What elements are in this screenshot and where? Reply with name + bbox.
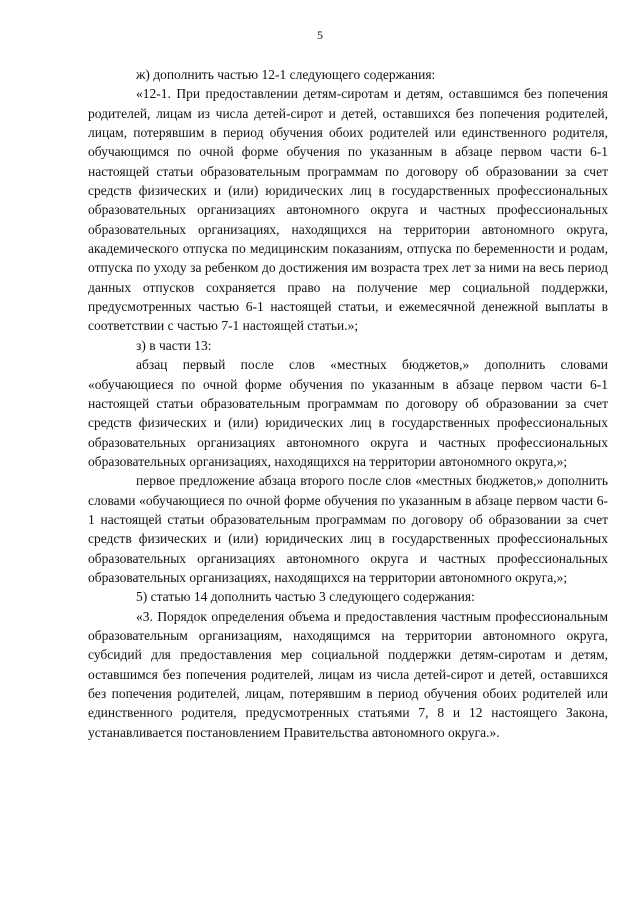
paragraph-part-12-1: «12-1. При предоставлении детям-сиротам и детям, оставшимся без попечения родителей, лицам из числа детей-сирот и детей, оставшихся без попечения родителей, лицам, потерявшим в период обучения обоих родителей или единственного родителя, обучающимся по очной форме обучения по указанным в абзаце первом части 6-1 настоящей статьи образовательным программам по договору об образовании за счет средств физических и (или) юридических лиц в государственных профессиональных образовательных организациях автономного округа и частных профессиональных образовательных организациях, находящихся на территории автономного округа, академического отпуска по медицинским показаниям, отпуска по беременности и родам, отпуска по уходу за ребенком до достижения им возраста трех лет за ними на весь период данных отпусков сохраняется право на получение мер социальной поддержки, предусмотренных частью 6-1 настоящей статьи, и ежемесячной денежной выплаты в соответствии с частью 7-1 настоящей статьи.»; [88, 86, 608, 334]
page-number: 5 [317, 28, 323, 42]
paragraph-item-z: з) в части 13: [136, 337, 212, 353]
paragraph-abzac-second: первое предложение абзаца второго после слов «местных бюджетов,» дополнить словами «обучающиеся по очной форме обучения по указанным в абзаце первом части 6-1 настоящей статьи образовательным программам по договору об образовании за счет средств физических и (или) юридических лиц в государственных профессиональных образовательных организациях автономного округа и частных профессиональных образовательных организациях, находящихся на территории автономного округа,»; [88, 473, 608, 585]
paragraph-abzac-first: абзац первый после слов «местных бюджетов,» дополнить словами «обучающиеся по очной форме обучения по указанным в абзаце первом части 6-1 настоящей статьи образовательным программам по договору об образовании за счет средств физических и (или) юридических лиц в государственных профессиональных образовательных организациях автономного округа и частных профессиональных образовательных организациях, находящихся на территории автономного округа,»; [88, 357, 608, 469]
paragraph-item-5: 5) статью 14 дополнить частью 3 следующего содержания: [136, 589, 475, 605]
paragraph-part-3: «3. Порядок определения объема и предоставления частным профессиональным образовательным организациям, находящимся на территории автономного округа, субсидий для предоставления мер социальной поддержки детям-сиротам и детям, оставшимся без попечения родителей, лицам из числа детей-сирот и детей, оставшихся без попечения родителей, лицам, потерявшим в период обучения обоих родителей или единственного родителя, предусмотренных статьями 7, 8 и 12 настоящего Закона, устанавливается постановлением Правительства автономного округа.». [88, 608, 608, 740]
paragraph-item-zh: ж) дополнить частью 12-1 следующего содержания: [136, 67, 436, 82]
document-body [88, 65, 608, 742]
